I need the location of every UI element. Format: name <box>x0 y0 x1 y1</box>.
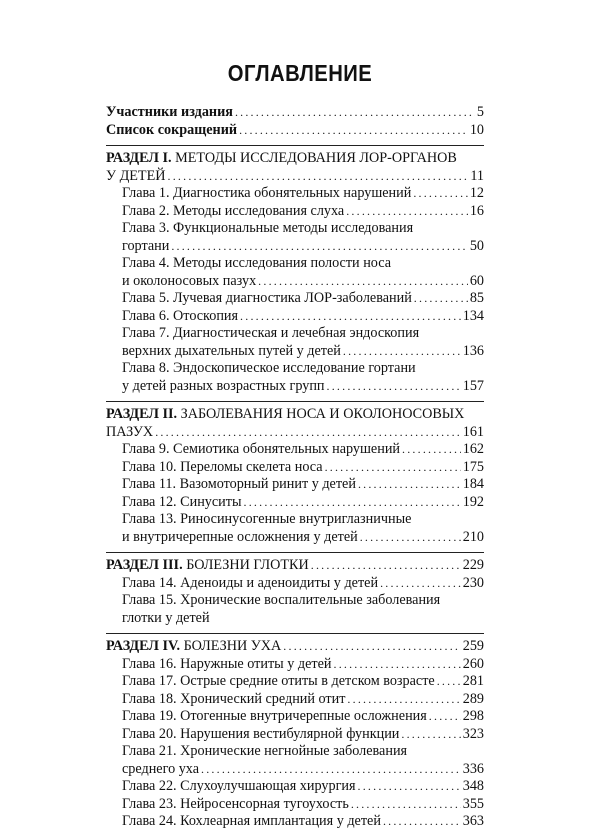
leader-dots <box>414 290 468 308</box>
toc-chapter-continued[interactable] <box>106 273 484 291</box>
toc-chapter[interactable] <box>106 511 484 529</box>
chapter-title: Глава 13. Риносинусогенные внутриглазничные <box>122 511 412 527</box>
chapter-title: Глава 22. Слухоулучшающая хирургия <box>122 778 356 794</box>
chapter-title: Глава 23. Нейросенсорная тугоухость <box>122 795 349 812</box>
chapter-title: Глава 10. Переломы скелета носа <box>122 458 323 475</box>
toc-chapter-continued[interactable] <box>106 761 484 779</box>
toc-page-number: 348 <box>462 778 484 794</box>
toc-chapter[interactable] <box>106 494 484 512</box>
leader-dots <box>401 726 460 744</box>
toc-page-number: 12 <box>469 185 484 201</box>
chapter-title: Глава 11. Вазомоторный ринит у детей <box>122 476 356 492</box>
chapter-title: Глава 18. Хронический средний отит <box>122 690 346 707</box>
leader-dots <box>258 273 468 291</box>
chapter-title-cont: гортани <box>122 237 170 254</box>
chapter-title: Глава 15. Хронические воспалительные заболевания <box>122 592 441 608</box>
toc-chapter[interactable] <box>106 708 484 726</box>
toc-chapter[interactable] <box>106 673 484 691</box>
toc-page-number: 136 <box>462 342 484 359</box>
toc-page-number: 5 <box>476 104 484 120</box>
section-number: РАЗДЕЛ III. <box>106 557 183 573</box>
chapter-title: Глава 21. Хронические негнойные заболевания <box>122 743 408 759</box>
leader-dots <box>413 185 467 203</box>
chapter-title: Глава 6. Отоскопия <box>122 307 239 324</box>
toc-chapter[interactable] <box>106 203 484 221</box>
toc-page-number: 230 <box>462 574 484 591</box>
toc-section-2 <box>106 406 484 546</box>
toc-chapter-continued[interactable] <box>106 238 484 256</box>
toc-chapter-continued[interactable] <box>106 378 484 396</box>
toc-chapter[interactable] <box>106 656 484 674</box>
chapter-title-cont: верхних дыхательных путей у детей <box>122 342 341 359</box>
toc-entry-label: Список сокращений <box>106 121 238 138</box>
chapter-title: Глава 14. Аденоиды и аденоидиты у детей <box>122 574 379 591</box>
section-divider <box>106 633 484 634</box>
toc-entry-participants[interactable] <box>106 104 484 122</box>
toc-chapter[interactable] <box>106 360 484 378</box>
section-heading-continued[interactable] <box>106 168 484 186</box>
chapter-title: Глава 8. Эндоскопическое исследование гортани <box>122 360 416 376</box>
chapter-title: Глава 16. Наружные отиты у детей <box>122 655 332 672</box>
section-number: РАЗДЕЛ IV. <box>106 638 181 654</box>
section-divider <box>106 401 484 402</box>
leader-dots <box>334 656 461 674</box>
chapter-title: Глава 7. Диагностическая и лечебная эндоскопия <box>122 325 420 341</box>
chapter-title: Глава 9. Семиотика обонятельных нарушений <box>122 441 401 457</box>
leader-dots <box>380 575 461 593</box>
leader-dots <box>155 424 461 442</box>
toc-page-number: 355 <box>462 795 484 812</box>
toc-section-4 <box>106 638 484 831</box>
toc-page-number: 16 <box>469 202 484 219</box>
leader-dots <box>311 557 461 575</box>
leader-dots <box>168 168 469 186</box>
chapter-title: Глава 1. Диагностика обонятельных нарушений <box>122 185 412 201</box>
leader-dots <box>360 529 461 547</box>
page-title: ОГЛАВЛЕНИЕ <box>227 60 373 86</box>
leader-dots <box>201 761 461 779</box>
leader-dots <box>347 691 460 709</box>
leader-dots <box>325 459 461 477</box>
toc-chapter[interactable] <box>106 743 484 761</box>
toc-page-number: 298 <box>462 708 484 724</box>
toc-page-number: 184 <box>462 476 484 492</box>
leader-dots <box>429 708 461 726</box>
toc-chapter[interactable] <box>106 185 484 203</box>
leader-dots <box>346 203 468 221</box>
section-heading-continued[interactable] <box>106 424 484 442</box>
section-title: ЗАБОЛЕВАНИЯ НОСА И ОКОЛОНОСОВЫХ <box>180 406 465 422</box>
toc-chapter[interactable] <box>106 796 484 814</box>
toc-page-number: 210 <box>462 528 484 545</box>
toc-chapter[interactable] <box>106 325 484 343</box>
section-heading[interactable] <box>106 638 484 656</box>
leader-dots <box>244 494 461 512</box>
chapter-title: Глава 17. Острые средние отиты в детском возрасте <box>122 673 435 689</box>
chapter-title: Глава 20. Нарушения вестибулярной функции <box>122 725 400 742</box>
section-title: БОЛЕЗНИ ГЛОТКИ <box>186 557 309 573</box>
section-title-cont: ПАЗУХ <box>106 423 154 440</box>
chapter-title: Глава 19. Отогенные внутричерепные осложнения <box>122 708 427 724</box>
toc-chapter[interactable] <box>106 476 484 494</box>
chapter-title-cont: глотки у детей <box>122 609 210 626</box>
toc-page-number: 336 <box>462 760 484 777</box>
toc-page-number: 260 <box>462 655 484 672</box>
leader-dots <box>235 104 475 122</box>
leader-dots <box>239 122 468 140</box>
toc-chapter[interactable] <box>106 575 484 593</box>
toc-chapter[interactable] <box>106 441 484 459</box>
toc-page-number: 10 <box>469 121 484 138</box>
toc-page-number: 175 <box>462 458 484 475</box>
chapter-title: Глава 24. Кохлеарная имплантация у детей <box>122 813 381 829</box>
chapter-title-cont: среднего уха <box>122 760 200 777</box>
toc-page-number: 192 <box>462 493 484 510</box>
toc-chapter[interactable] <box>106 255 484 273</box>
leader-dots <box>402 441 461 459</box>
toc-chapter-continued[interactable] <box>106 343 484 361</box>
toc-page-number: 281 <box>462 673 484 689</box>
toc-page-number: 289 <box>462 690 484 707</box>
toc-chapter[interactable] <box>106 726 484 744</box>
toc-page-number: 162 <box>462 441 484 457</box>
table-of-contents <box>106 104 484 831</box>
section-heading[interactable] <box>106 557 484 575</box>
chapter-title: Глава 4. Методы исследования полости носа <box>122 255 391 271</box>
section-heading[interactable] <box>106 406 484 424</box>
toc-chapter[interactable] <box>106 592 484 610</box>
toc-page-number: 323 <box>462 725 484 742</box>
section-title-cont: У ДЕТЕЙ <box>106 167 166 184</box>
toc-page-number: 134 <box>462 307 484 324</box>
chapter-title: Глава 2. Методы исследования слуха <box>122 202 345 219</box>
section-title: МЕТОДЫ ИССЛЕДОВАНИЯ ЛОР-ОРГАНОВ <box>175 150 457 166</box>
leader-dots <box>383 813 461 831</box>
toc-page-number: 229 <box>462 557 484 573</box>
leader-dots <box>343 343 461 361</box>
toc-chapter[interactable] <box>106 691 484 709</box>
section-number: РАЗДЕЛ II. <box>106 406 178 422</box>
section-divider <box>106 145 484 146</box>
toc-chapter[interactable] <box>106 290 484 308</box>
section-title: БОЛЕЗНИ УХА <box>183 638 282 654</box>
toc-section-3 <box>106 557 484 627</box>
chapter-title: Глава 3. Функциональные методы исследования <box>122 220 414 236</box>
toc-page-number: 259 <box>462 638 484 654</box>
toc-entry-abbreviations[interactable] <box>106 122 484 140</box>
chapter-title-cont: и околоносовых пазух <box>122 272 257 289</box>
chapter-title: Глава 12. Синуситы <box>122 493 242 510</box>
toc-page-number: 60 <box>469 272 484 289</box>
chapter-title-cont: и внутричерепные осложнения у детей <box>122 528 358 545</box>
leader-dots <box>240 308 461 326</box>
toc-section-1 <box>106 150 484 395</box>
toc-page-number: 85 <box>469 290 484 306</box>
toc-page-number: 157 <box>462 377 484 394</box>
leader-dots <box>283 638 460 656</box>
chapter-title-cont: у детей разных возрастных групп <box>122 377 325 394</box>
leader-dots <box>327 378 461 396</box>
section-divider <box>106 552 484 553</box>
toc-page-number: 50 <box>469 237 484 254</box>
leader-dots <box>351 796 461 814</box>
leader-dots <box>171 238 467 256</box>
toc-chapter[interactable] <box>106 220 484 238</box>
toc-chapter[interactable] <box>106 308 484 326</box>
leader-dots <box>437 673 461 691</box>
toc-chapter-continued[interactable] <box>106 610 484 628</box>
leader-dots <box>358 778 461 796</box>
section-number: РАЗДЕЛ I. <box>106 150 172 166</box>
toc-page-number: 363 <box>462 813 484 829</box>
toc-page-number: 11 <box>470 167 484 184</box>
toc-chapter[interactable] <box>106 459 484 477</box>
toc-page-number: 161 <box>462 423 484 440</box>
toc-chapter[interactable] <box>106 813 484 831</box>
section-heading[interactable] <box>106 150 484 168</box>
leader-dots <box>358 476 461 494</box>
toc-chapter[interactable] <box>106 778 484 796</box>
chapter-title: Глава 5. Лучевая диагностика ЛОР-заболеваний <box>122 290 412 306</box>
toc-chapter-continued[interactable] <box>106 529 484 547</box>
toc-entry-label: Участники издания <box>106 104 233 120</box>
